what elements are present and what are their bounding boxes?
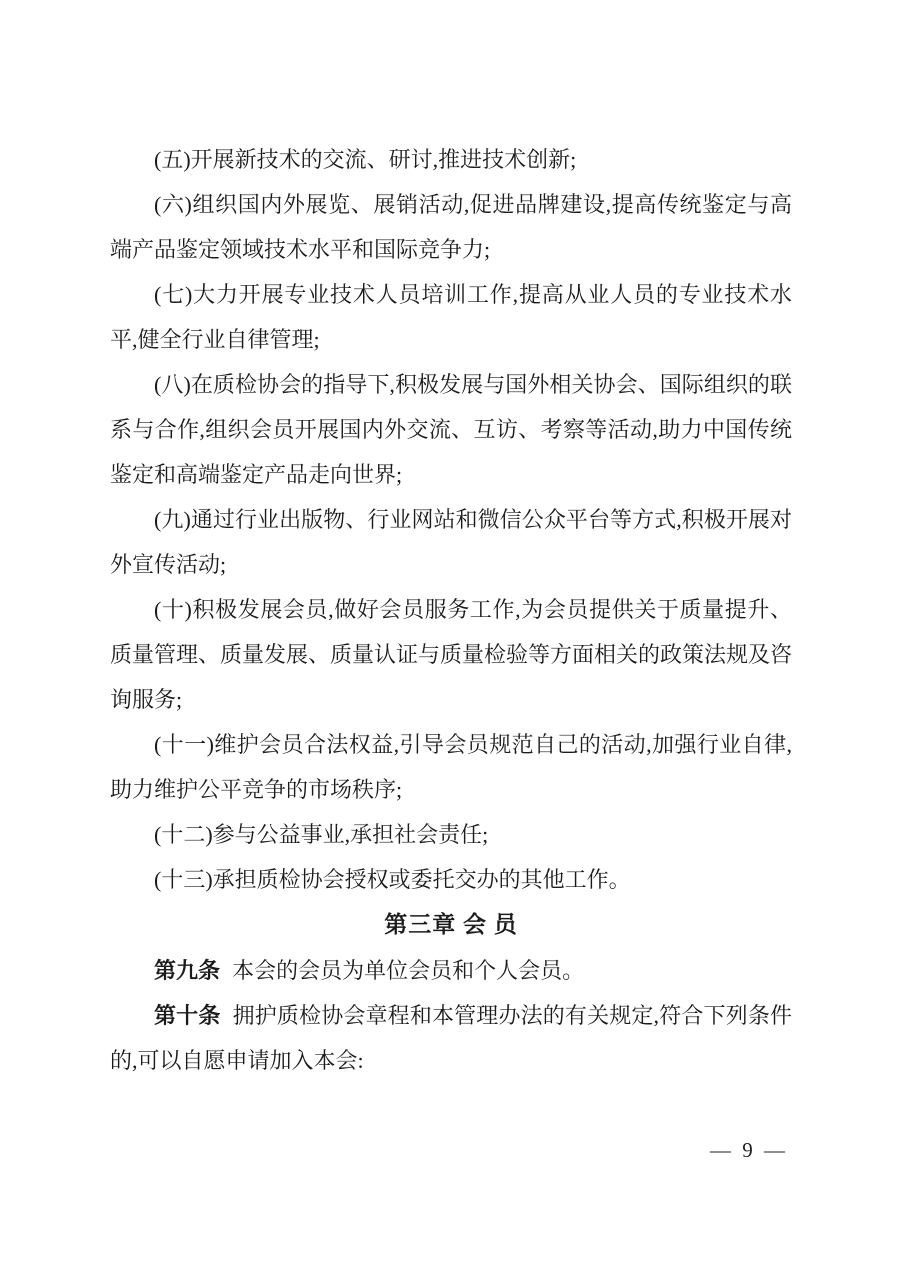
clause-7: (七)大力开展专业技术人员培训工作,提高从业人员的专业技术水平,健全行业自律管理;	[110, 282, 792, 352]
document-body	[110, 137, 792, 1083]
clause-13: (十三)承担质检协会授权或委托交办的其他工作。	[154, 867, 631, 892]
article-9	[110, 948, 792, 993]
article-10-text: 拥护质检协会章程和本管理办法的有关规定,符合下列条件的,可以自愿申请加入本会:	[110, 1003, 792, 1073]
clause-5: (五)开展新技术的交流、研讨,推进技术创新;	[154, 147, 577, 172]
article-10-label: 第十条	[154, 1003, 221, 1028]
clause-10: (十)积极发展会员,做好会员服务工作,为会员提供关于质量提升、质量管理、质量发展、质量认证与质量检验等方面相关的政策法规及咨询服务;	[110, 597, 793, 712]
clause-11: (十一)维护会员合法权益,引导会员规范自己的活动,加强行业自律,助力维护公平竞争的市场秩序;	[110, 732, 792, 802]
article-9-text: 本会的会员为单位会员和个人会员。	[232, 958, 585, 983]
article-10	[110, 993, 792, 1083]
clause-8: (八)在质检协会的指导下,积极发展与国外相关协会、国际组织的联系与合作,组织会员开展国内外交流、互访、考察等活动,助力中国传统鉴定和高端鉴定产品走向世界;	[110, 372, 792, 487]
clause-12: (十二)参与公益事业,承担社会责任;	[154, 822, 489, 847]
article-9-label: 第九条	[154, 958, 221, 983]
clause-9: (九)通过行业出版物、行业网站和微信公众平台等方式,积极开展对外宣传活动;	[110, 507, 792, 577]
page-number: — 9 —	[710, 1138, 788, 1162]
clause-6: (六)组织国内外展览、展销活动,促进品牌建设,提高传统鉴定与高端产品鉴定领域技术水平和国际竞争力;	[110, 192, 792, 262]
chapter-heading: 第三章 会 员	[384, 912, 518, 937]
